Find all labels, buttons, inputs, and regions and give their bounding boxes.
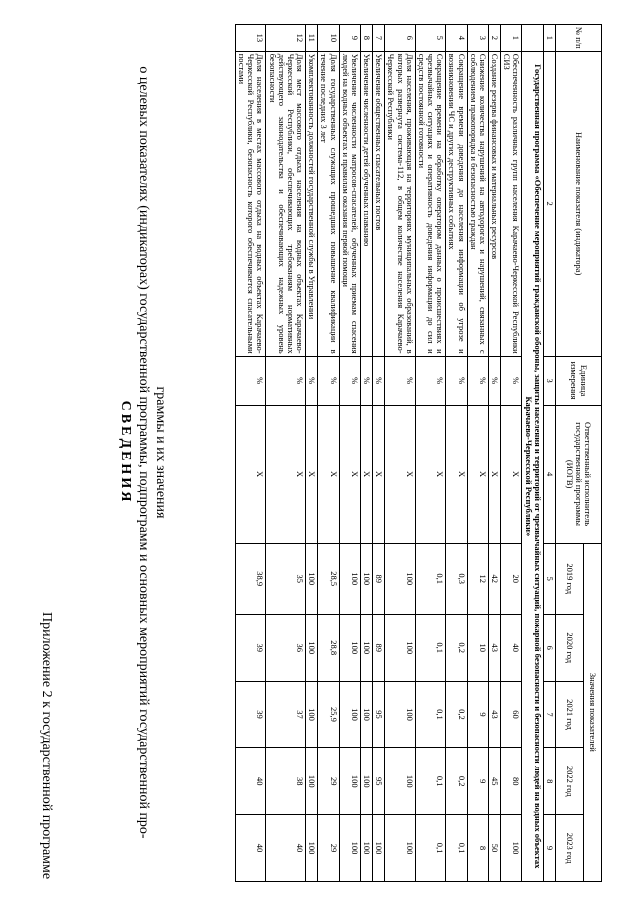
row-value: 0,1 (415, 815, 446, 882)
row-value: 89 (373, 614, 385, 681)
header-unit: Единица измерения (556, 356, 602, 405)
row-unit: % (446, 356, 467, 405)
row-value: 10 (467, 614, 488, 681)
row-executor: Х (385, 405, 416, 543)
row-value: 0,3 (446, 543, 467, 614)
row-unit: % (318, 356, 339, 405)
row-value: 100 (360, 748, 372, 815)
row-value: 80 (501, 748, 522, 815)
row-value: 28,5 (318, 543, 339, 614)
header-year: 2021 год (556, 681, 584, 748)
row-value: 12 (467, 543, 488, 614)
row-executor: Х (235, 405, 266, 543)
index-cell: 2 (543, 51, 555, 356)
row-value: 40 (235, 748, 266, 815)
header-year: 2020 год (556, 614, 584, 681)
row-name: Увеличение численности детей обученных плаванию (360, 51, 372, 356)
table-row (235, 25, 266, 882)
row-num: 6 (385, 25, 416, 52)
row-value: 100 (306, 614, 318, 681)
row-value: 40 (501, 614, 522, 681)
row-value: 0,1 (415, 748, 446, 815)
row-num: 3 (467, 25, 488, 52)
row-value: 100 (306, 681, 318, 748)
index-cell: 8 (543, 748, 555, 815)
row-value: 95 (373, 748, 385, 815)
row-value: 100 (385, 614, 416, 681)
header-num: № п/п (556, 25, 602, 52)
row-value: 100 (339, 681, 360, 748)
row-unit: % (235, 356, 266, 405)
row-name: Увеличение численности матросов-спасателей, обученных приемам спасения людей на водных объектах и правилам оказания первой помощи (339, 51, 360, 356)
row-value: 100 (339, 543, 360, 614)
row-value: 100 (360, 815, 372, 882)
row-executor: Х (467, 405, 488, 543)
table-row (446, 25, 467, 882)
table-row (339, 25, 360, 882)
row-value: 37 (266, 681, 306, 748)
row-value: 38 (266, 748, 306, 815)
row-value: 100 (339, 815, 360, 882)
row-value: 43 (488, 681, 500, 748)
header-values: Значения показателей (584, 543, 602, 881)
indicators-table (235, 24, 602, 882)
row-value: 100 (360, 681, 372, 748)
header-year: 2019 год (556, 543, 584, 614)
row-unit: % (501, 356, 522, 405)
row-value: 100 (385, 815, 416, 882)
row-name: Доля государственных служащих прошедших повышение квалификации в течение последних 3 лет (318, 51, 339, 356)
header-executor: Ответственный исполнитель государственной программы (ИОГВ) (556, 405, 602, 543)
row-value: 100 (306, 748, 318, 815)
row-value: 0,1 (446, 815, 467, 882)
table-row (415, 25, 446, 882)
row-value: 0,2 (446, 748, 467, 815)
header-year: 2023 год (556, 815, 584, 882)
row-num: 13 (235, 25, 266, 52)
row-value: 100 (360, 614, 372, 681)
row-unit: % (339, 356, 360, 405)
row-value: 0,1 (415, 681, 446, 748)
index-cell: 5 (543, 543, 555, 614)
row-value: 35 (266, 543, 306, 614)
row-value: 100 (373, 815, 385, 882)
index-cell: 1 (543, 25, 555, 52)
row-num: 4 (446, 25, 467, 52)
row-value: 100 (501, 815, 522, 882)
row-num: 8 (360, 25, 372, 52)
table-row (385, 25, 416, 882)
row-num: 11 (306, 25, 318, 52)
index-cell: 6 (543, 614, 555, 681)
row-value: 39 (235, 681, 266, 748)
index-cell: 4 (543, 405, 555, 543)
row-value: 100 (385, 748, 416, 815)
row-value: 8 (467, 815, 488, 882)
row-value: 100 (306, 815, 318, 882)
row-value: 0,1 (415, 614, 446, 681)
row-value: 89 (373, 543, 385, 614)
row-name: Доля населения, проживающая на территориях муниципальных образований, в которых развернута система-112, в общем количестве населения Карачаево-Черкесской Республики (385, 51, 416, 356)
row-value: 9 (467, 748, 488, 815)
document-subtitle-line-2: граммы и их значения (153, 386, 168, 519)
row-executor: Х (488, 405, 500, 543)
row-name: Доля населения в местах массового отдыха на водных объектах Карачаево-Черкесской Республики, безопасность которого обеспечивается спасательными постами (235, 51, 266, 356)
row-name: Сокращение времени на обработку оператором данных о происшествиях и чрезвычайных ситуациях и оперативность доведения информации до сил и средств постоянной готовности (415, 51, 446, 356)
index-cell: 3 (543, 356, 555, 405)
row-value: 100 (339, 614, 360, 681)
index-cell: 7 (543, 681, 555, 748)
table-row (360, 25, 372, 882)
row-num: 2 (488, 25, 500, 52)
index-cell: 9 (543, 815, 555, 882)
row-value: 9 (467, 681, 488, 748)
row-num: 7 (373, 25, 385, 52)
row-name: Увеличение общественных спасательных постов (373, 51, 385, 356)
row-value: 38,9 (235, 543, 266, 614)
row-name: Укомплектованность должностей государственной службы в Управлении (306, 51, 318, 356)
row-value: 28,8 (318, 614, 339, 681)
row-num: 12 (266, 25, 306, 52)
row-value: 0,2 (446, 681, 467, 748)
row-value: 29 (318, 748, 339, 815)
row-value: 100 (385, 543, 416, 614)
row-name: Сокращение времени доведения до населения информации об угрозе и возникновении ЧС и других деструктивных событиях (446, 51, 467, 356)
row-unit: % (385, 356, 416, 405)
row-name: Доля мест массового отдыха населения на водных объектах Карачаево-Черкесской Республики, обеспечивающих требованиям нормативных действующего законодательства и обеспечивающих надежных уровень безопасности (266, 51, 306, 356)
row-unit: % (360, 356, 372, 405)
appendix-label: Приложение 2 к государственной программе (39, 612, 54, 880)
row-value: 39 (235, 614, 266, 681)
row-num: 1 (501, 25, 522, 52)
index-row (543, 25, 555, 882)
table-row (488, 25, 500, 882)
row-num: 10 (318, 25, 339, 52)
table-row (373, 25, 385, 882)
row-value: 36 (266, 614, 306, 681)
row-value: 0,1 (415, 543, 446, 614)
row-executor: Х (373, 405, 385, 543)
row-value: 95 (373, 681, 385, 748)
row-executor: Х (266, 405, 306, 543)
row-name: Обеспеченность различных групп населения Карачаево-Черкесской Республики СИЗ (501, 51, 522, 356)
row-executor: Х (501, 405, 522, 543)
row-name: Снижение количества нарушений на автодорогах и нарушений, связанных с соблюдением правопорядка и безопасностью граждан (467, 51, 488, 356)
table-row (306, 25, 318, 882)
row-executor: Х (306, 405, 318, 543)
row-num: 5 (415, 25, 446, 52)
row-unit: % (467, 356, 488, 405)
row-value: 100 (385, 681, 416, 748)
row-value: 20 (501, 543, 522, 614)
row-executor: Х (415, 405, 446, 543)
row-unit: % (373, 356, 385, 405)
table-row (266, 25, 306, 882)
document-subtitle-line-1: о целевых показателях (индикаторах) государственной программы, подпрограмм и основных мероприятий государственной про- (136, 66, 151, 839)
document-title: СВЕДЕНИЯ (118, 400, 133, 505)
table-row (501, 25, 522, 882)
row-value: 50 (488, 815, 500, 882)
program-title: Государственная программа «Обеспечение мероприятий гражданской обороны, защиты населения и территорий от чрезвычайных ситуаций, пожарной безопасности и безопасности людей на водных объектах Карачаево-Черкесской Республики» (522, 51, 543, 881)
table-row (318, 25, 339, 882)
row-value: 40 (266, 815, 306, 882)
row-unit: % (488, 356, 500, 405)
row-value: 43 (488, 614, 500, 681)
header-year: 2022 год (556, 748, 584, 815)
row-value: 25,9 (318, 681, 339, 748)
row-value: 42 (488, 543, 500, 614)
row-unit: % (306, 356, 318, 405)
row-value: 100 (306, 543, 318, 614)
header-name: Наименование показателя (индикатора) (556, 51, 602, 356)
row-num: 9 (339, 25, 360, 52)
row-value: 100 (360, 543, 372, 614)
row-value: 29 (318, 815, 339, 882)
row-executor: Х (339, 405, 360, 543)
row-executor: Х (360, 405, 372, 543)
program-title-row (522, 25, 543, 882)
row-executor: Х (446, 405, 467, 543)
row-value: 45 (488, 748, 500, 815)
row-value: 0,2 (446, 614, 467, 681)
row-value: 60 (501, 681, 522, 748)
row-unit: % (266, 356, 306, 405)
row-name: Создание резерва финансовых и материальных ресурсов (488, 51, 500, 356)
table-row (467, 25, 488, 882)
row-unit: % (415, 356, 446, 405)
row-value: 40 (235, 815, 266, 882)
row-value: 100 (339, 748, 360, 815)
row-executor: Х (318, 405, 339, 543)
